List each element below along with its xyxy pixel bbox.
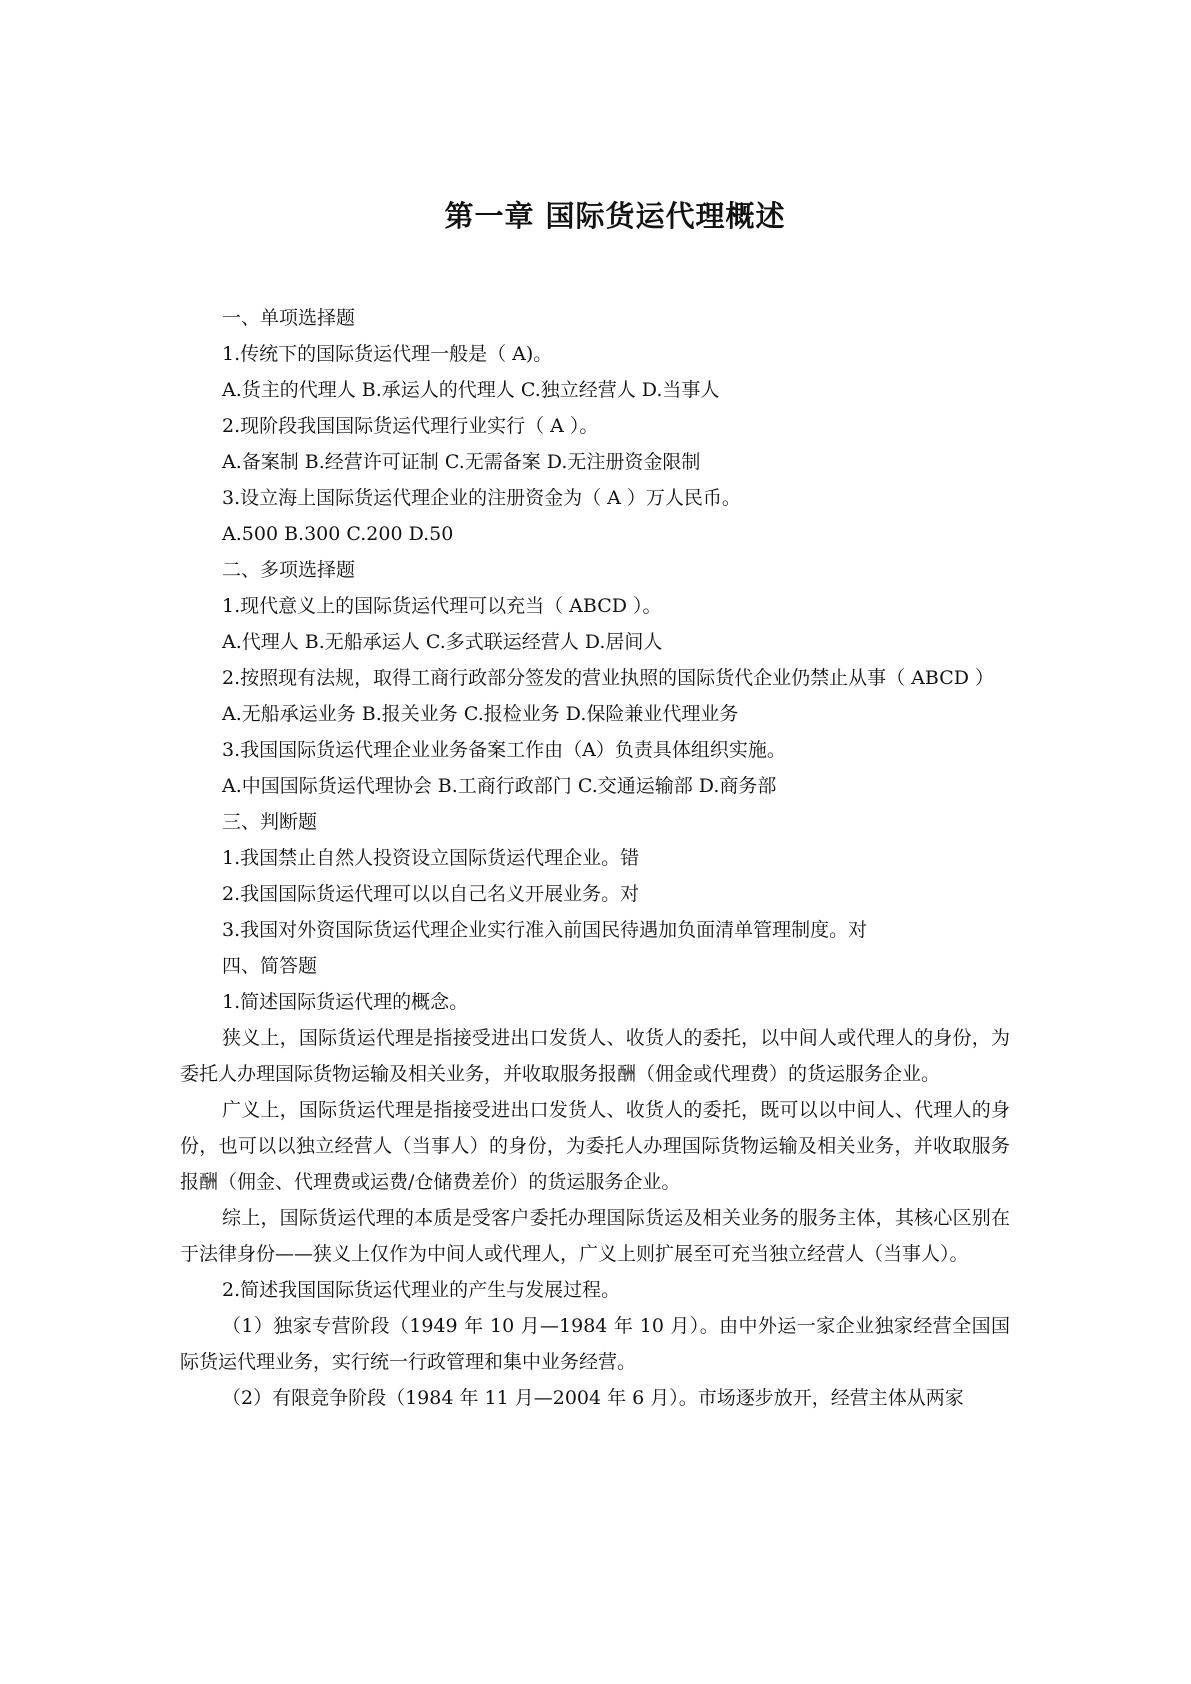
question: 2.按照现有法规，取得工商行政部分签发的营业执照的国际货代企业仍禁止从事（ ABCD ） [222, 667, 995, 689]
answer-paragraph: 广义上，国际货运代理是指接受进出口发货人、收货人的委托，既可以以中间人、代理人的身份，也可以以独立经营人（当事人）的身份，为委托人办理国际货物运输及相关业务，并收取服务报酬（佣金、代理费或运费/仓储费差价）的货运服务企业。 [180, 1099, 1010, 1193]
answer-paragraph: （2）有限竞争阶段（1984 年 11 月—2004 年 6 月）。市场逐步放开，经营主体从两家 [222, 1387, 964, 1409]
question-options: A.备案制 B.经营许可证制 C.无需备案 D.无注册资金限制 [222, 451, 701, 473]
answer-paragraph: （1）独家专营阶段（1949 年 10 月—1984 年 10 月）。由中外运一家企业独家经营全国国际货运代理业务，实行统一行政管理和集中业务经营。 [180, 1315, 1010, 1373]
section-heading: 二、多项选择题 [222, 559, 356, 581]
answer-paragraph: 狭义上，国际货运代理是指接受进出口发货人、收货人的委托，以中间人或代理人的身份，为委托人办理国际货物运输及相关业务，并收取服务报酬（佣金或代理费）的货运服务企业。 [180, 1027, 1010, 1085]
document-body [180, 300, 1010, 1416]
question: 2.现阶段我国国际货运代理行业实行（ A ）。 [222, 415, 599, 437]
chapter-title: 第一章 国际货运代理概述 [444, 199, 786, 233]
question: 3.设立海上国际货运代理企业的注册资金为（ A ）万人民币。 [222, 487, 741, 509]
question: 1.传统下的国际货运代理一般是（ A)。 [222, 343, 553, 365]
judgement-item: 1.我国禁止自然人投资设立国际货运代理企业。错 [222, 847, 640, 869]
section-heading: 四、简答题 [222, 955, 318, 977]
question: 1.现代意义上的国际货运代理可以充当（ ABCD ）。 [222, 595, 662, 617]
answer-paragraph: 综上，国际货运代理的本质是受客户委托办理国际货运及相关业务的服务主体，其核心区别在于法律身份——狭义上仅作为中间人或代理人，广义上则扩展至可充当独立经营人（当事人）。 [180, 1207, 1010, 1265]
judgement-item: 2.我国国际货运代理可以以自己名义开展业务。对 [222, 883, 640, 905]
judgement-item: 3.我国对外资国际货运代理企业实行准入前国民待遇加负面清单管理制度。对 [222, 919, 868, 941]
section-heading: 三、判断题 [222, 811, 318, 833]
question-options: A.500 B.300 C.200 D.50 [222, 523, 454, 545]
question: 3.我国国际货运代理企业业务备案工作由（A）负责具体组织实施。 [222, 739, 786, 761]
question-options: A.中国国际货运代理协会 B.工商行政部门 C.交通运输部 D.商务部 [222, 775, 777, 797]
question: 1.简述国际货运代理的概念。 [222, 991, 469, 1013]
question-options: A.无船承运业务 B.报关业务 C.报检业务 D.保险兼业代理业务 [222, 703, 739, 725]
question-options: A.货主的代理人 B.承运人的代理人 C.独立经营人 D.当事人 [222, 379, 720, 401]
section-heading: 一、单项选择题 [222, 307, 356, 329]
question-options: A.代理人 B.无船承运人 C.多式联运经营人 D.居间人 [222, 631, 663, 653]
question: 2.简述我国国际货运代理业的产生与发展过程。 [222, 1279, 621, 1301]
